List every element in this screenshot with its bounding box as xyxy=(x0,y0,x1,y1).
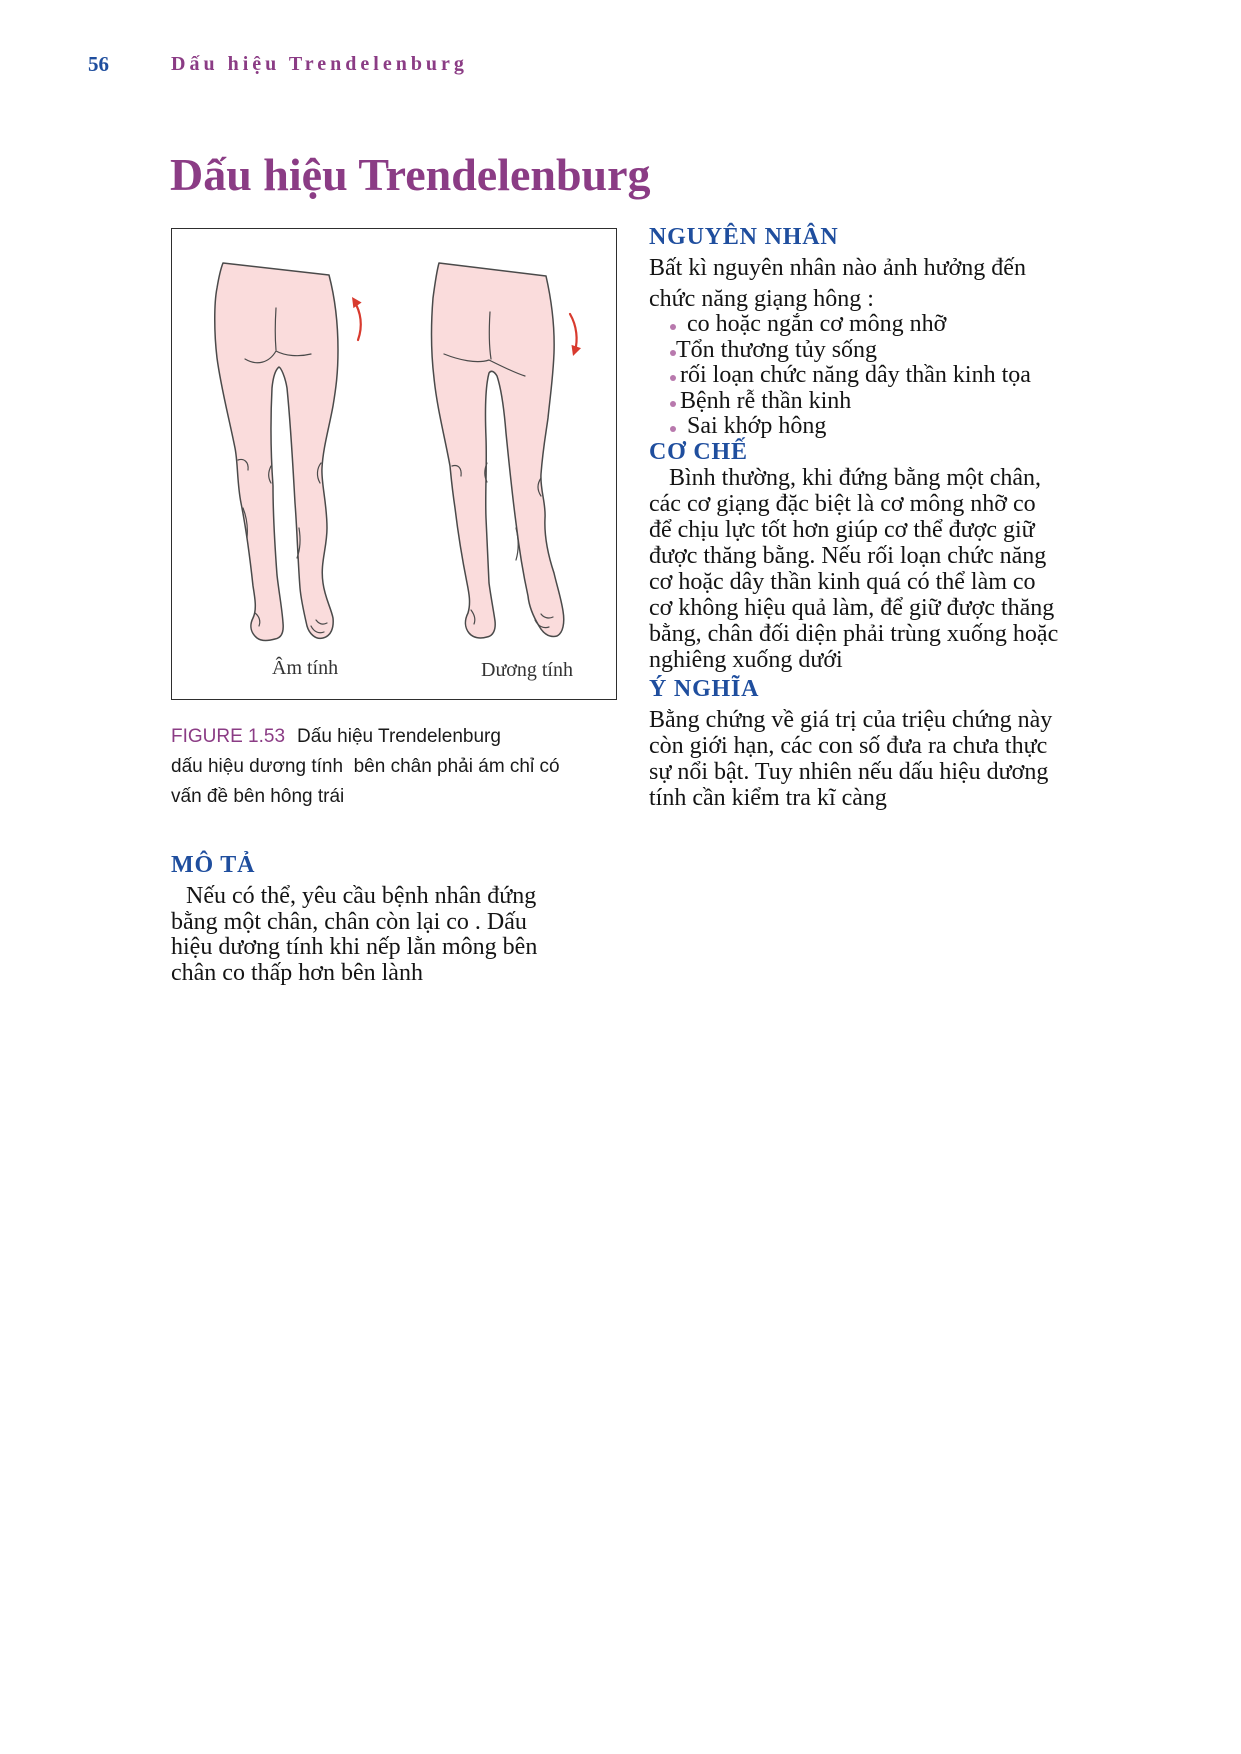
list-item xyxy=(649,389,1031,415)
legs-outline xyxy=(431,263,563,638)
curved-arrow-down-icon xyxy=(570,314,581,356)
section-co-che xyxy=(649,439,1058,673)
paragraph-line: bằng, chân đối diện phải trùng xuống hoặc xyxy=(649,621,1059,647)
section-heading: CƠ CHẾ xyxy=(649,439,748,465)
paragraph-line: sự nổi bật. Tuy nhiên nếu dấu hiệu dương xyxy=(649,759,1049,785)
caption-number: FIGURE 1.53 xyxy=(171,726,286,747)
list-item-text: Bệnh rễ thần kinh xyxy=(680,387,852,414)
bullet-icon xyxy=(670,401,676,407)
bullet-icon xyxy=(670,426,676,432)
paragraph-line: Bất kì nguyên nhân nào ảnh hưởng đến xyxy=(649,255,1026,281)
paragraph-line: chức năng giạng hông : xyxy=(649,286,874,312)
caption-title: Dấu hiệu Trendelenburg xyxy=(297,726,501,747)
paragraph-line: cơ hoặc dây thần kinh quá có thể làm co xyxy=(649,569,1036,595)
paragraph-line: được thăng bằng. Nếu rối loạn chức năng xyxy=(649,543,1047,569)
legs-outline xyxy=(214,263,337,640)
list-item xyxy=(649,363,1031,389)
list-item-text: Tổn thương tủy sống xyxy=(676,336,878,363)
figure-caption xyxy=(171,722,560,812)
paragraph-line: để chịu lực tốt hơn giúp cơ thể được giữ xyxy=(649,517,1035,543)
section-mo-ta xyxy=(171,852,537,986)
bullet-icon xyxy=(670,324,676,330)
section-heading: MÔ TẢ xyxy=(171,852,256,878)
paragraph-line: Bằng chứng về giá trị của triệu chứng này xyxy=(649,707,1053,733)
caption-line: vấn đề bên hông trái xyxy=(171,786,345,807)
figure-label-positive: Dương tính xyxy=(481,659,573,681)
paragraph-line: cơ không hiệu quả làm, để giữ được thăng xyxy=(649,595,1055,621)
paragraph-line: bằng một chân, chân còn lại co . Dấu xyxy=(171,908,527,935)
section-y-nghia xyxy=(649,676,1052,811)
page-title: Dấu hiệu Trendelenburg xyxy=(170,149,651,200)
caption-first-line xyxy=(171,722,560,752)
list-item xyxy=(649,414,1031,440)
bullet-icon xyxy=(670,350,676,356)
legs-positive-figure xyxy=(431,263,563,638)
list-item-text: Sai khớp hông xyxy=(687,413,827,440)
paragraph-line: Nếu có thể, yêu cầu bệnh nhân đứng xyxy=(186,883,537,909)
figure-label-negative: Âm tính xyxy=(272,657,339,679)
page-number: 56 xyxy=(88,52,109,76)
bullet-icon xyxy=(670,375,676,381)
cause-list xyxy=(649,312,1031,440)
paragraph-line: các cơ giạng đặc biệt là cơ mông nhỡ co xyxy=(649,491,1036,517)
list-item-text: rối loạn chức năng dây thần kinh tọa xyxy=(680,362,1031,389)
trendelenburg-illustration xyxy=(171,228,617,700)
list-item-text: co hoặc ngắn cơ mông nhỡ xyxy=(687,311,947,337)
paragraph-line: chân co thấp hơn bên lành xyxy=(171,959,423,986)
figure-box xyxy=(171,228,617,700)
caption-line: dấu hiệu dương tính bên chân phải ám chỉ có xyxy=(171,756,560,777)
list-item xyxy=(649,338,1031,364)
paragraph-line: hiệu dương tính khi nếp lằn mông bên xyxy=(171,934,538,960)
paragraph-line: còn giới hạn, các con số đưa ra chưa thực xyxy=(649,733,1048,759)
list-item xyxy=(649,312,1031,338)
paragraph-line: nghiêng xuống dưới xyxy=(649,647,843,673)
legs-negative-figure xyxy=(214,263,337,640)
section-heading: Ý NGHĨA xyxy=(649,676,760,702)
paragraph-line: tính cần kiểm tra kĩ càng xyxy=(649,785,887,811)
running-header: Dấu hiệu Trendelenburg xyxy=(171,53,468,75)
section-nguyen-nhan xyxy=(649,224,1031,440)
curved-arrow-up-icon xyxy=(352,297,362,340)
section-heading: NGUYÊN NHÂN xyxy=(649,224,839,250)
paragraph-line: Bình thường, khi đứng bằng một chân, xyxy=(669,465,1042,491)
